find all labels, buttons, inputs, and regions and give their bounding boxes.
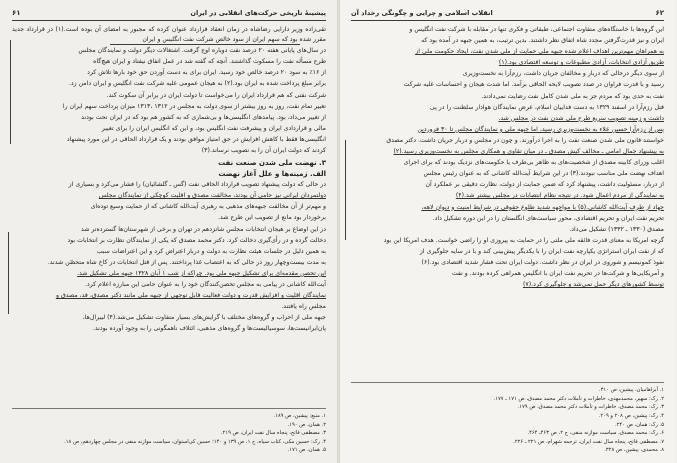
- left-paragraph: به همین دلیل در جلسات هیئت نظارت به دولت و دربار اعتراض کرد و این اعتراضات سبب: [96, 247, 326, 255]
- left-page-running-title: پیشینهٔ تاریخی حرکت‌های انقلابی در ایران: [190, 9, 326, 17]
- left-paragraph: طرح مسأله نفت را مسکوت گذاشتند. آنچه که گفته شد در عمل اتفاق نیفتاد و ایران هیچ‌گاه: [93, 58, 326, 66]
- right-paragraph-underlined: جهاد از طرف آیت‌الله کاشانی.(۵) با مواجهه شدید طلوع حقوقی در شرایط امنیت و دیوان لاهه،: [421, 203, 664, 211]
- right-paragraph: گرچه امریکا به معنای قدرت فائقه ملی ملتی را در حمایت به پیروزی او را راضی خواست. هدف امریکا این بود: [383, 236, 664, 244]
- footnote: ۵. همان، ص ۱۷۱.: [287, 447, 326, 454]
- left-body: [12, 25, 326, 334]
- right-body: [351, 25, 664, 290]
- footnote: ۶. رک: محمد مصدق، سیاست موازنه منفی، ج ۲، ص ۴۶۳ـ ۴۶۴.: [527, 430, 664, 437]
- footnote: ۱. آبراهامیان، پیشین، ص ۳۱۰.: [598, 387, 664, 394]
- left-paragraph: آیت‌الله کاشانی در پیامی به مجلس تحصن‌کنندگان خود را به عنوان حامی این مبارزه اعلام کرد.: [84, 280, 326, 288]
- left-paragraph: پان‌ایرانیست‌ها، سوسیالیست‌ها و گروه‌های مذهبی، ائتلاف ناهمگونی را به وجود آورده بودند.: [92, 325, 326, 333]
- right-paragraph: خواستند قانون ملی شدن صنعت نفت را به اجرا درآورند. و چون در مجلس و دربار جریان داشت. دکتر مصدق: [386, 136, 664, 144]
- right-paragraph: که از نفت ایران استراتژی یکپارچه نفت ایران را با یکدیگر پیش‌بینی کند و با در سایه جلوگیری از: [419, 247, 664, 255]
- margin-pen-mark: [8, 232, 9, 314]
- left-paragraph: در حالی که دولت پیشنهاد تصویب قرارداد الحاقی نفت (گس ـ گلشائیان) را فشار می‌کرد و بسیاری از: [68, 181, 326, 189]
- section-title: ۳. نهضت ملی شدن صنعت نفت: [218, 159, 326, 168]
- right-paragraph-underlined: طریق آزادی انتخابات، آزادی مطبوعات و توسعه اقتصادی بود.(۱): [498, 59, 664, 67]
- footnote: ۷. مصطفی فاتح، پنجاه سال نفت ایران، ترجمه شهرام، ص ۲۲۱ ـ ۲۲۶.: [513, 438, 664, 445]
- footnote: ۲. رک: سهیر، محمدمهدی، خاطرات و تأملات دکتر محمد مصدق، ص ۱۷۱ ـ ۱۷۷.: [493, 395, 664, 402]
- left-paragraph: برخوردار بود مانع از تصویب این طرح شد.: [218, 214, 326, 222]
- right-paragraph-underlined: توسط کشورهای دیگر حمل نمی‌شد و جلوگیری کرد.(۷): [522, 281, 664, 289]
- right-paragraph: و آمریکایی‌ها و شرکت‌ها در تحریم نفت ایران با انگلیس همراهی کرده بودند. و نفت: [451, 270, 664, 278]
- left-paragraph-underlined: دولتمردان ایرانی نیز حامی آن بودند، مخالفت مصدق و اقلیت کوچکی از نمایندگان مجلس: [98, 192, 326, 200]
- left-paragraph: و مهم‌تر از آن مخالفت جبهه‌های مذهبی به رهبری آیت‌الله کاشانی که از حمایت وسیع توده‌ای: [90, 203, 326, 211]
- right-paragraph: نفت به حدی بود که مردم جز به ملی شدن کامل نفت رضایت نمی‌دادند.: [481, 92, 664, 100]
- right-paragraph: رسید و با قدرت فراوان در صدد تصویب لایحه الحاقی برآمد. اما شدت هیجان و احساسات علیه شرکت: [403, 81, 664, 89]
- right-paragraph-underlined: به پیشنهاد جمال امامی ـ مخالف کیش مصدق ـ در میان تقاوی و همکاری مجلس به نخست‌وزیری رسید.(۲): [393, 148, 664, 156]
- left-page-header: [12, 8, 326, 21]
- left-paragraph: جبهه ملی از احزاب و گروه‌های مختلف با گرایش‌های بسیار متفاوت تشکیل می‌شد.(۴) لیبرال‌ها،: [82, 314, 326, 322]
- right-paragraph: اغلب وزرای کابینه مصدق از شخصیت‌های به ظاهر بی‌طرف یا حکومت‌های نزدیک بودند که برای اجرای: [403, 159, 664, 167]
- left-paragraph: تغییر تمام نفت، روز به روز بیشتر از سوی دولت به مجلس در ۱۳۱۲ ،۱۳۱۳ میزان پرداخت سهم ایران را: [62, 102, 326, 110]
- right-paragraph: تحریم نفت ایران و تحریم اقتصادی، محور سیاست‌های انگلستان را در این دوره تشکیل داد.: [432, 214, 664, 222]
- left-footnotes: [12, 408, 326, 455]
- left-paragraph-underlined: نمایندگان اقلیت و افزایش قدرت و دولت فعالیت قابل توجهی از جبهه ملی مانند دکتر مصدق، قد، مصدق و: [56, 292, 326, 300]
- left-paragraph: مجلس راه یافتند.: [281, 303, 326, 311]
- footnote: ۸. محمدی، پیشین، ص ۳۲۸.: [604, 447, 664, 454]
- left-paragraph: دخالت گرده و در رأی‌گیری دخالت کرد. دکتر محمد مصدق که یکی از نمایندگان نظارت بر انتخابات بود: [67, 236, 326, 244]
- left-paragraph: شرکت نفتی که هم قرارداد ایران را می‌خواست تا دولت ایران در برابر آن سکوت کند.: [106, 91, 326, 99]
- right-paragraph: ایران و نیز قدرت‌گرفتن مجدد شاه اتفاق نظر داشتند. بدین ترتیب، به همین جبهه در آمده بود که: [421, 37, 664, 45]
- footnote: ۳. رک: محمد مصدق، خاطرات و تأملات دکتر محمد مصدق، ص ۱۷۹.: [517, 404, 664, 411]
- footnote: ۴. رک: پیشین، ص ۲۰۸ و ۲۰۹.: [598, 413, 664, 420]
- right-page-number: ۶۲: [655, 9, 664, 17]
- footnote: ۱. منبع: پیشین، ص ۱۸۹.: [273, 413, 326, 420]
- right-paragraph: اهداف نهضت ملی مناسب نبودند.(۳) در این شرایط آیت‌الله کاشانی که به عنوان رئیس مجلس: [423, 170, 664, 178]
- right-paragraph: از دربار، مسئولیت داشت، پیشنهاد کرد که ضمن حمایت از دولت، نظارت دقیقی بر عملکرد آن: [425, 181, 664, 189]
- left-paragraph: برابر مبلغ پرداخت شده به ایران بود.(۲) به هیجان عمومی علیه شرکت نفت انگلیس و ایران دامن زد.: [68, 80, 326, 88]
- right-paragraph: مصدق (۱۳۳۰ ـ ۱۳۳۲) تشکیل می‌داد.: [569, 225, 664, 233]
- footnote: ۴. رک: حسین مکی، کتاب سیاه، ج ۱، ص ۱۳۹ و ۱۴۰؛ حسین کی‌استوان، سیاست موازنه منفی در مجلس چهاردهم، ص ۱۸.: [64, 438, 326, 445]
- left-paragraph: به مدت بیست‌وچهار روز در حالی که به اعتصاب غذا پرداختند. پس از قتل انتخابات در کاخ شاه متحصّن شدند.: [47, 258, 326, 266]
- left-paragraph: تقی‌زاده وزیر دارایی رضاشاه در زمان انعقاد قرارداد عنوان کرده که مجبور به امضای آن بوده است.(۱) در قرارداد جدید مقرر شده بود که سهم ایران از سود خالص شرکت نفت انگلیس و ایران: [12, 26, 326, 44]
- margin-pen-mark: [10, 40, 11, 144]
- left-paragraph: مالی و قراردادی ایران و پیشرفت نفت انگلیس بود، و این که انگلیس ایران را برای تغییر: [101, 124, 326, 132]
- left-paragraph: از تغییر می‌داد، بود. پیامدهای انگلیسی‌ها و بی‌شماری که به کشور هم بود که در ایران تحت بودند: [81, 113, 326, 121]
- right-paragraph: نفوذ کمونیسم و شوروی در ایران در نظر داشت. دولت ایران تحت فشار شدید اقتصادی بود.(۶): [421, 258, 664, 266]
- left-paragraph: در سال‌های پایانی هفته ۲۰ درصد نفت دوباره اوج گرفت. اشتغالات دیگر دولت و نمایندگان مجلس: [78, 47, 326, 55]
- left-paragraph: کردند که دولت ایران آن را به تصویب نرساند.(۳): [201, 147, 326, 155]
- left-paragraph: انگلیسی‌ها فقط با کاهش افزایش در حق امتیاز موافق بودند و یک قرارداد الحاقی در این مورد پیشنهاد: [66, 135, 326, 143]
- left-page-number: ۶۱: [12, 9, 21, 17]
- left-paragraph: از ۱۶٪ به سود ۲۰ درصد خالص خود رسید. ایران برای به دست آوردن حق خود بارها تلاش کرد: [87, 69, 326, 77]
- footnote: ۵. رک: همان، ص ۲۴۰.: [614, 421, 664, 428]
- left-paragraph: در این اوضاع بر هیجان انتخابات مجلس شانزدهم در تهران و برخی از شهرستان‌ها گسترده‌تر شد: [80, 225, 326, 233]
- left-page: [0, 0, 338, 463]
- underline-pen-mark: [110, 44, 300, 45]
- margin-pen-mark: [345, 140, 346, 240]
- book-gutter: [337, 0, 340, 463]
- left-paragraph-underlined: این تحصن مقدمه‌ای برای تشکیل جبهه ملی بود. چراکه از شب ۱ آبان ۱۳۲۸ جبهه ملی تشکیل شد.: [77, 269, 326, 277]
- right-page-header: [351, 8, 664, 21]
- right-paragraph-underlined: به همراهان مهم‌ترین اهداف اعلام شده جبهه ملی حمایت از ملی شدن نفت، ایجاد حکومت ملی از: [415, 48, 664, 56]
- right-paragraph-underlined: به نمایندگی از مردم اعمال شود. در نتیجه نظام انتصابات در مجلس بیشتر شد.(۴): [455, 192, 664, 200]
- right-paragraph-underlined: داشت و زمینه تصویب سریع طرح ملی شدن نفت در مجلس شد.: [498, 114, 664, 122]
- subsection-title: الف. زمینه‌ها و علل آغاز نهضت: [218, 170, 326, 179]
- right-paragraph: از سوی دیگر درحالی که دربار و مخالفان جریان داشت، رزم‌آرا به نخست‌وزیری: [462, 70, 664, 78]
- footnote: ۲. همان، ص ۱۹۰.: [287, 421, 326, 428]
- right-footnotes: [351, 382, 664, 455]
- right-page: [338, 0, 676, 463]
- right-paragraph: این گروه‌ها با خاستگاه‌های متفاوت اجتماعی، طبقاتی و فکری تنها در مقابله با شرکت نفت انگلیس و: [409, 26, 664, 33]
- right-page-running-title: انقلاب اسلامی و چرایی و چگونگی رخداد آن: [351, 9, 493, 17]
- footnote: ۳. مصطفی فاتح، پنجاه سال نفت ایران، ص ۲۱۹.: [220, 430, 326, 437]
- right-paragraph-underlined: پس از رزم‌آرا حسین علاء به نخست‌وزیری رسید، اما جبهه ملی و نمایندگان مجلس تا ۳۰ فروردین: [417, 125, 664, 133]
- right-paragraph: قتل رزم‌آرا در اسفند ۱۳۲۹ به دست فداییان اسلام، عرض نمایندگان هوادار سلطنت را در پی: [429, 103, 664, 111]
